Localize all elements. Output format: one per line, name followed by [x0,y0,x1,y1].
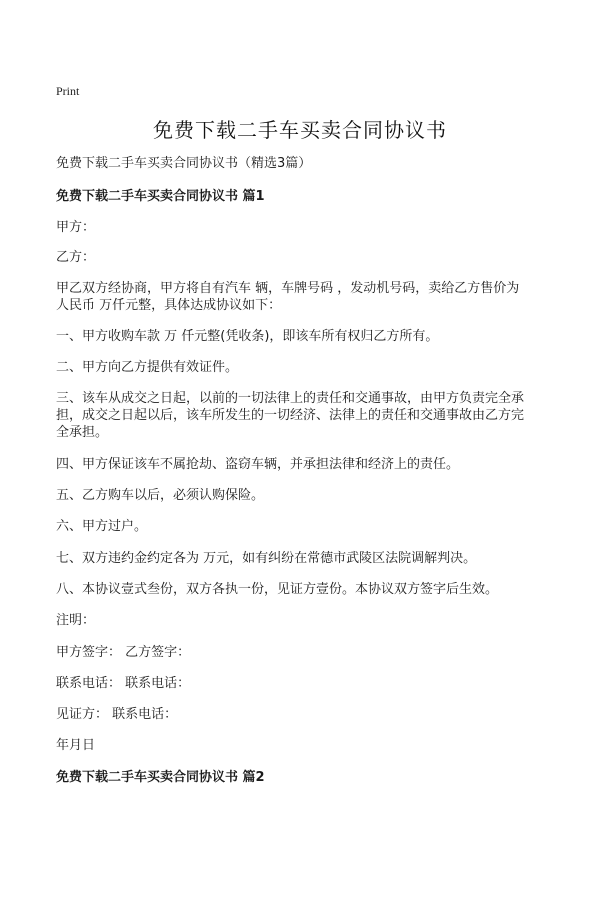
clause-5: 五、乙方购车以后，必须认购保险。 [56,488,265,503]
signatures-line: 甲方签字： 乙方签字： [56,645,191,660]
contact-phones-line: 联系电话： 联系电话： [56,676,191,691]
clause-7: 七、双方违约金约定各为 万元，如有纠纷在常德市武陵区法院调解判决。 [56,551,477,566]
party-a-label: 甲方： [56,220,96,235]
section1-heading: 免费下载二手车买卖合同协议书 篇1 [56,189,265,204]
clause-6: 六、甲方过户。 [56,519,148,534]
note-label: 注明： [56,613,96,628]
clause-3-line1: 三、该车从成交之日起，以前的一切法律上的责任和交通事故，由甲方负责完全承 [56,391,525,406]
witness-line: 见证方： 联系电话： [56,707,178,722]
clause-2: 二、甲方向乙方提供有效证件。 [56,360,239,375]
intro-paragraph-line2: 人民币 万仟元整，具体达成协议如下： [56,298,282,313]
clause-4: 四、甲方保证该车不属抢劫、盗窃车辆，并承担法律和经济上的责任。 [56,457,460,472]
party-b-label: 乙方： [56,250,96,265]
document-subtitle: 免费下载二手车买卖合同协议书（精选3篇） [56,156,312,171]
document-title: 免费下载二手车买卖合同协议书 [153,118,447,142]
intro-paragraph-line1: 甲乙双方经协商，甲方将自有汽车 辆，车牌号码 ，发动机号码，卖给乙方售价为 [56,281,520,296]
clause-1: 一、甲方收购车款 万 仟元整(凭收条)，即该车所有权归乙方所有。 [56,329,439,344]
clause-3-line3: 全承担。 [56,425,109,440]
print-label: Print [56,84,80,98]
clause-8: 八、本协议壹式叁份，双方各执一份，见证方壹份。本协议双方签字后生效。 [56,582,499,597]
date-line: 年月日 [56,738,96,753]
section2-heading: 免费下载二手车买卖合同协议书 篇2 [56,770,265,785]
clause-3-line2: 担，成交之日起以后，该车所发生的一切经济、法律上的责任和交通事故由乙方完 [56,408,525,423]
